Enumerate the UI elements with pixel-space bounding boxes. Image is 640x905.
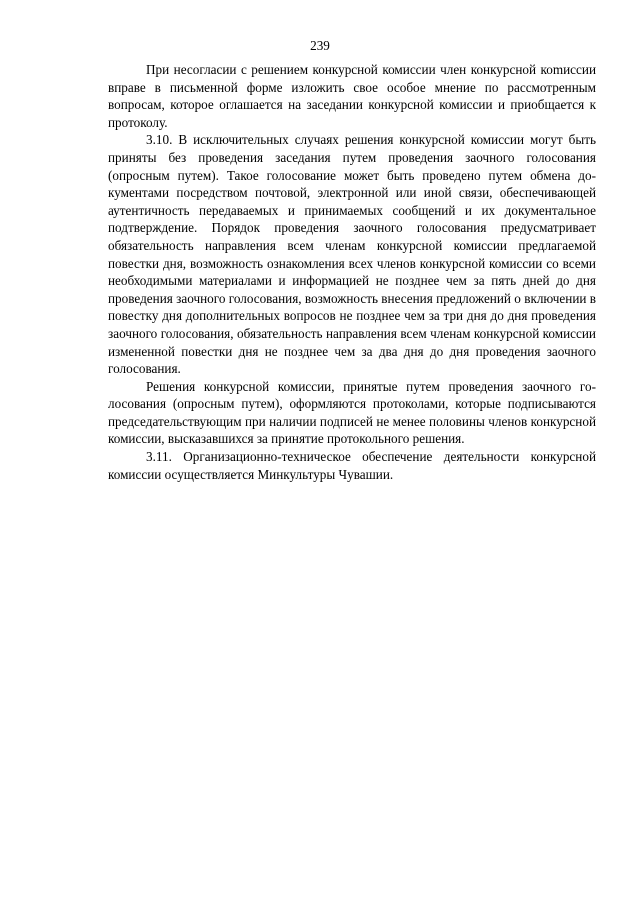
paragraph-organizational-support: 3.11. Организационно-техническое обеспечение деятельности конкурсной комиссии осуществляется Минкультуры Чувашии.	[108, 449, 596, 482]
paragraph-absentee-voting: 3.10. В исключительных случаях решения конкурсной комиссии могут быть приняты без проведения заседания путем проведения заочного голосования (опросным путем). Такое голосование может быть проведено путем обмена документами посредством почтовой, электронной или иной связи, обеспечивающей аутентичность передаваемых и принимаемых сообщений и их документальное подтверждение. Порядок проведения заочного голосования предусматривает обязательность направления всем членам конкурсной комиссии предлагаемой повестки дня, возможность ознакомления всех членов конкурсной комиссии со всеми необходимыми материалами и информацией не позднее чем за пять дней до дня проведения заочного голосования, возможность внесения предложений о включении в повестку дня дополнительных вопросов не позднее чем за три дня до дня проведения заочного голосования, обязательность направления всем членам конкурсной комиссии измененной повестки дня не позднее чем за два дня до дня проведения заочного голосования.	[108, 132, 596, 377]
page-number: 239	[310, 38, 330, 53]
paragraph-absentee-protocols: Решения конкурсной комиссии, принятые путем проведения заочного голосования (опросным путем), оформляются протоколами, которые подписываются председательствующим при наличии подписей не менее половины членов конкурсной комиссии, высказавшихся за принятие протокольного решения.	[108, 378, 596, 447]
paragraph-dissent-opinion: При несогласии с решением конкурсной комиссии член конкурсной коmиссии вправе в письменной форме изложить свое особое мнение по рассмотренным вопросам, которое оглашается на заседании конкурсной комиссии и приобщается к протоколу.	[108, 62, 596, 130]
body-text	[108, 61, 596, 483]
